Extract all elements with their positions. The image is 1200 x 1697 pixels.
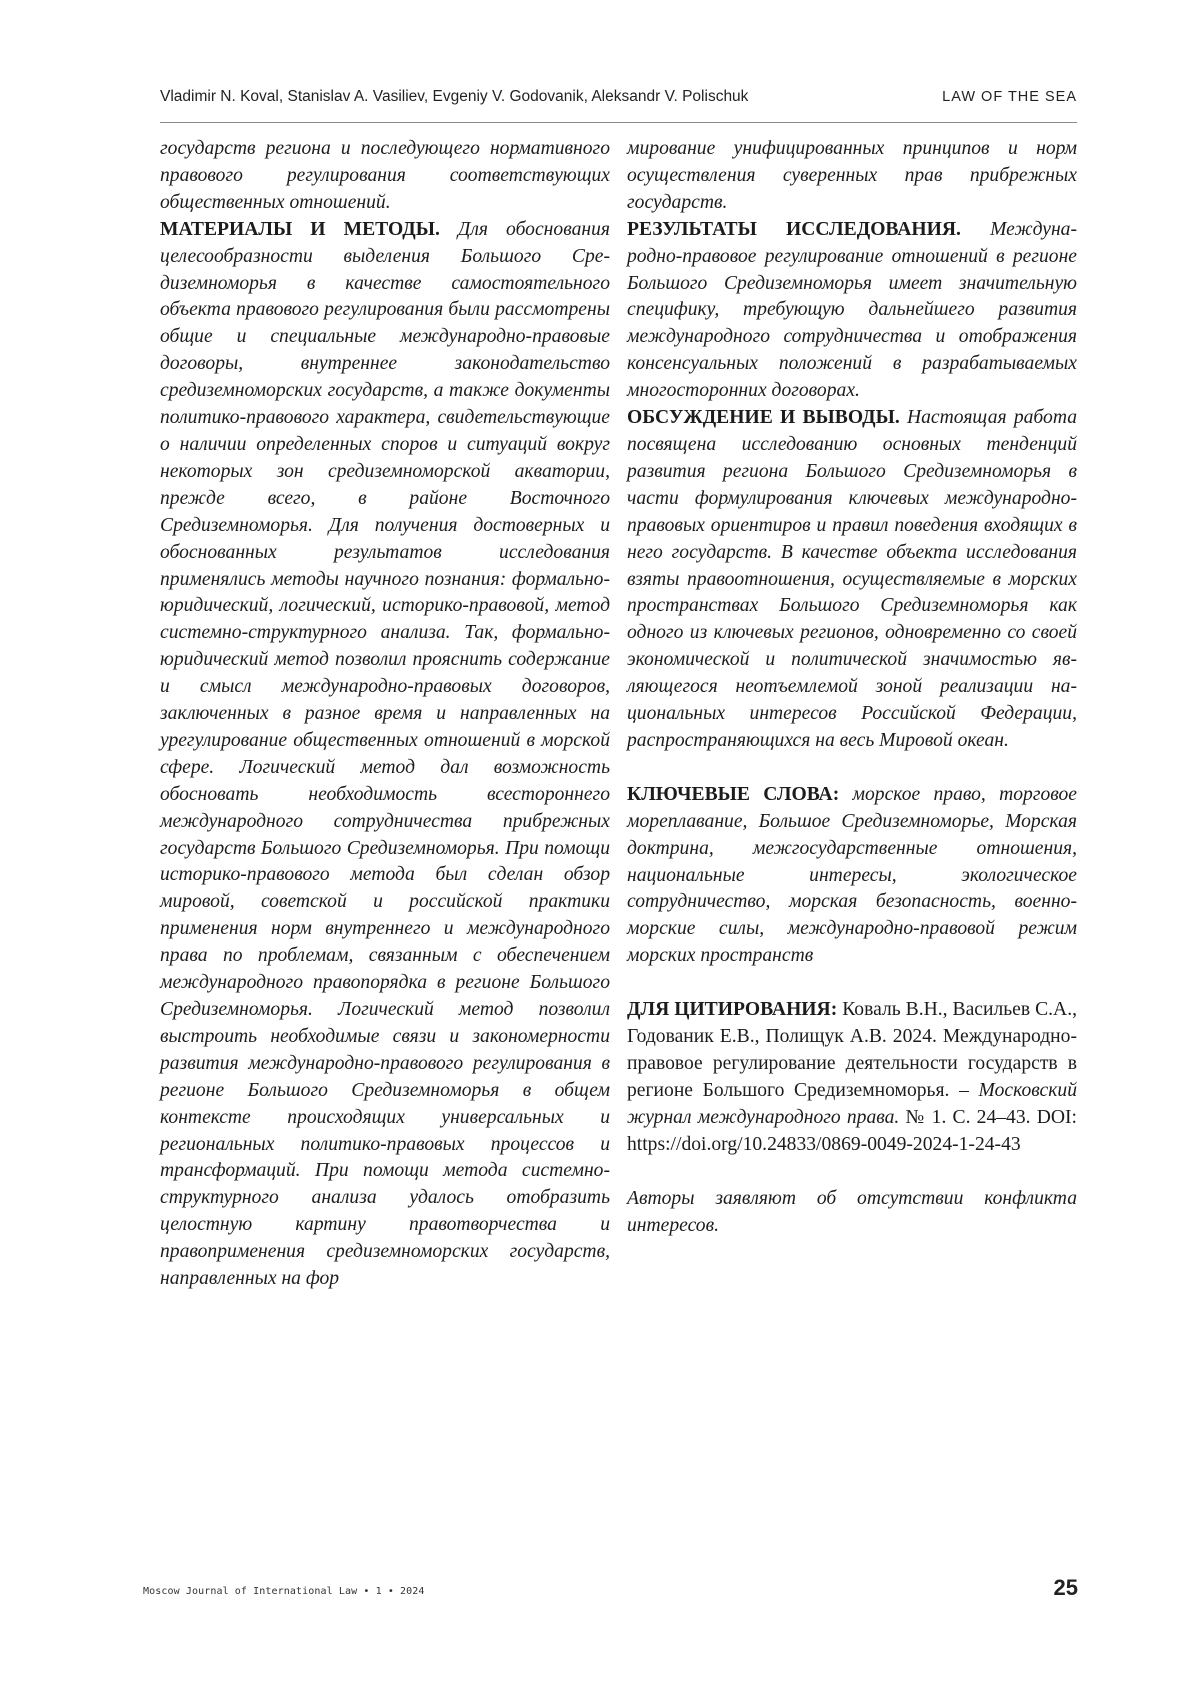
keywords-paragraph	[627, 782, 1077, 970]
left-continuation-text: государств региона и последующего нормативного правового регулирования соответствующих общественных отношений.	[160, 138, 610, 213]
conflict-paragraph	[627, 1186, 1077, 1240]
methods-paragraph	[160, 217, 610, 1293]
left-continuation-paragraph	[160, 136, 610, 217]
header-section: LAW OF THE SEA	[942, 89, 1077, 105]
citation-details: № 1. С. 24–43. DOI: https://doi.org/10.24833/0869-0049-2024-1-24-43	[627, 1106, 1077, 1155]
citation-authors: Коваль В.Н., Васильев С.А., Годованик Е.В., Полищук А.В. 2024. Международно-правовое регулирование деятельности государств в регионе Большого Средиземноморья.	[627, 999, 1078, 1101]
discussion-heading: ОБСУЖДЕНИЕ И ВЫВОДЫ.	[627, 407, 900, 429]
keywords-heading: КЛЮЧЕВЫЕ СЛОВА:	[627, 783, 840, 805]
methods-text: Для обоснования целесообразности выделения Большого Средиземноморья в качестве самостоятельного объекта правового регулирования были рассмотрены общие и специальные международно-правовые договоры, внутреннее законодательство средиземноморских государств, а также документы политико-правового характера, свидетельствующие о наличии определенных споров и ситуаций вокруг некоторых зон средиземноморской акватории, прежде всего, в районе Восточного Средиземноморья. Для получения достоверных и обоснованных результатов исследования применялись методы научного познания: формально-юридический, логический, историко-правовой, метод системно-структурного анализа. Так, формально-юридический метод позволил прояснить содержание и смысл международно-правовых договоров, заключенных в разное время и направленных на урегулирование общественных отношений в морской сфере. Логический метод дал возможность обосновать необходимость всестороннего международного сотрудничества прибрежных государств Большого Средиземноморья. При помощи историко-правового метода был сделан обзор мировой, советской и российской практики применения норм внутреннего и международного права по проблемам, связанным с обеспечением международного правопорядка в регионе Большого Средиземноморья. Логический метод позволил выстроить необходимые связи и закономерности развития международно-правового регулирования в регионе Большого Средиземноморья в общем контексте происходящих универсальных и региональных политико-правовых процессов и трансформаций. При помощи метода системно-структурного анализа удалось отобразить целостную картину правотворчества и правоприменения средиземноморских государств, направленных на фор	[160, 218, 610, 1290]
running-header	[160, 88, 1077, 106]
right-column	[627, 136, 1077, 1239]
methods-heading: МАТЕРИАЛЫ И МЕТОДЫ.	[160, 218, 440, 240]
keywords-text: морское право, торговое мореплавание, Большое Средиземноморье, Морская доктрина, межгосударственные отношения, национальные интересы, экологическое сотрудничество, морская безопасность, военно-морские силы, международно-правовой режим морских пространств	[627, 783, 1077, 967]
results-paragraph	[627, 217, 1077, 405]
right-continuation-text: мирование унифицированных принципов и норм осуществления суверенных прав прибрежных государств.	[627, 138, 1077, 213]
results-heading: РЕЗУЛЬТАТЫ ИССЛЕДОВАНИЯ.	[627, 218, 961, 240]
page-number: 25	[1053, 1575, 1078, 1600]
footer-journal: Moscow Journal of International Law • 1 • 2024	[143, 1586, 425, 1597]
results-text: Международно-правовое регулирование отношений в регионе Большого Средиземноморья имеет значительную специфику, требующую дальнейшего развития международного сотрудничества и отображения консенсуальных положений в разрабатываемых многосторонних договорах.	[627, 218, 1077, 402]
conflict-statement: Авторы заявляют об отсутствии конфликта интересов.	[627, 1187, 1077, 1236]
spacer	[627, 1159, 1077, 1186]
header-authors: Vladimir N. Koval, Stanislav A. Vasiliev, Evgeniy V. Godovanik, Aleksandr V. Polischuk	[160, 88, 749, 105]
citation-journal: – Московский журнал международного права.	[627, 1079, 1077, 1128]
citation-paragraph	[627, 997, 1077, 1158]
discussion-paragraph	[627, 405, 1077, 755]
spacer	[627, 755, 1077, 782]
spacer	[627, 970, 1077, 997]
header-divider	[160, 122, 1077, 123]
discussion-text: Настоящая работа посвящена исследованию основных тенденций развития региона Большого Средиземноморья в части формулирования ключевых международно-правовых ориентиров и правил поведения входящих в него государств. В качестве объекта исследования взяты правоотношения, осуществляемые в морских пространствах Большого Средиземноморья как одного из ключевых регионов, одновременно со своей экономической и политической значимостью являющегося неотъемлемой зоной реализации национальных интересов Российской Федерации, распространяющихся на весь Мировой океан.	[627, 407, 1078, 751]
citation-heading: ДЛЯ ЦИТИРОВАНИЯ:	[627, 999, 838, 1021]
left-column	[160, 136, 610, 1293]
right-continuation-paragraph	[627, 136, 1077, 217]
